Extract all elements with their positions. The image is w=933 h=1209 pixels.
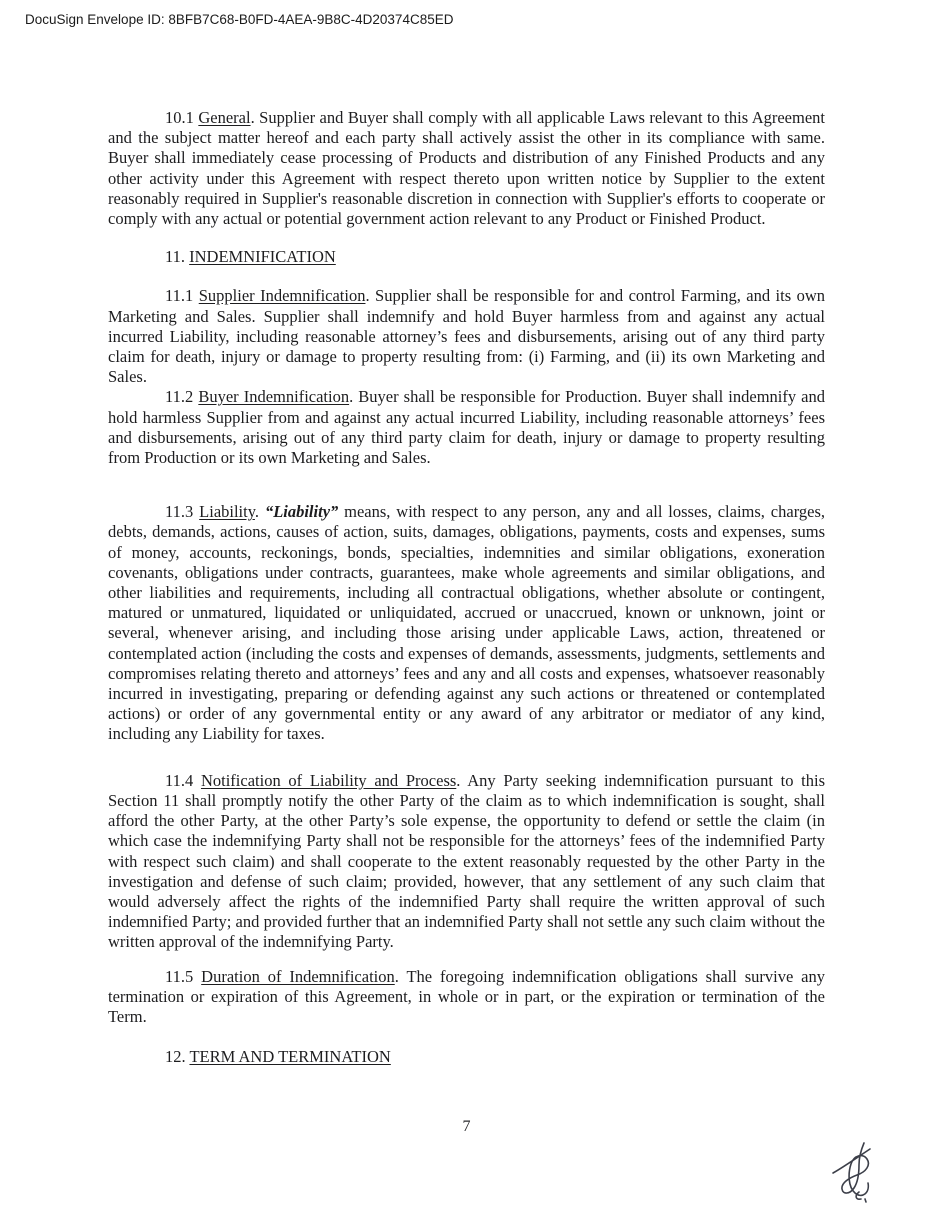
paragraph-11-3 (108, 502, 825, 744)
docusign-envelope-id: DocuSign Envelope ID: 8BFB7C68-B0FD-4AEA-9B8C-4D20374C85ED (25, 12, 454, 27)
defined-term-liability: “Liability” (264, 502, 339, 522)
handwritten-initials-icon (830, 1140, 888, 1204)
section-title: Notification of Liability and Process (200, 770, 457, 790)
section-number: 12. (165, 1047, 190, 1067)
section-text: . Buyer shall be responsible for Production. Buyer shall indemnify and hold harmless Supplier from and against any actual incurred Liability, including reasonable attorneys’ fees and disbursements, arising out of any third party claim for death, injury or damage to property resulting from Production or its own Marketing and Sales. (108, 387, 825, 468)
heading-11-indemnification (108, 247, 825, 267)
section-text: means, with respect to any person, any and all losses, claims, charges, debts, demands, actions, causes of action, suits, damages, obligations, payments, costs and expenses, sums of money, accounts, reckonings, bonds, specialties, indemnities and similar obligations, exoneration covenants, obligations under contracts, guarantees, make whole agreements and similar obligations, and other liabilities and requirements, including all contractual obligations, whether absolute or contingent, matured or unmatured, liquidated or unliquidated, accrued or unaccrued, known or unknown, joint or several, whenever arising, and including those arising under applicable Laws, action, threatened or contemplated action (including the costs and expenses of demands, assessments, judgments, settlements and compromises relating thereto and attorneys’ fees and any and all costs and expenses, whatsoever reasonably incurred in investigating, preparing or defending against any such actions or threatened or contemplated actions) or order of any governmental entity or any award of any arbitrator or mediator of any kind, including any Liability for taxes. (108, 502, 826, 744)
paragraph-11-2 (108, 387, 825, 468)
heading-12-term-and-termination (108, 1047, 825, 1067)
document-body (108, 108, 825, 1067)
section-text: . The foregoing indemnification obligations shall survive any termination or expiration of this Agreement, in whole or in part, or the expiration or termination of the Term. (108, 966, 826, 1026)
section-title: Buyer Indemnification (198, 387, 350, 407)
section-number: 10.1 (165, 108, 199, 127)
section-title: Supplier Indemnification (198, 286, 366, 306)
section-number: 11.1 (165, 286, 199, 306)
section-title: General (198, 108, 251, 127)
section-number: 11.4 (165, 770, 201, 790)
section-text: . (254, 502, 265, 522)
section-text: . Supplier and Buyer shall comply with all applicable Laws relevant to this Agreement and the subject matter hereof and each party shall actively assist the other in its compliance with same. Buyer shall immediately cease processing of Products and distribution of any Finished Products and any other activity under this Agreement with respect thereto upon written notice by Supplier to the extent reasonably required in Supplier's reasonable discretion in connection with Supplier's efforts to cooperate or comply with any actual or potential government action relevant to any Product or Finished Product. (108, 108, 825, 229)
section-title: INDEMNIFICATION (189, 247, 336, 267)
paragraph-10-1 (108, 108, 825, 229)
paragraph-11-1 (108, 286, 825, 387)
section-title: Duration of Indemnification (201, 966, 395, 986)
section-number: 11.5 (165, 966, 202, 986)
section-text: . Any Party seeking indemnification pursuant to this Section 11 shall promptly notify the other Party of the claim as to which indemnification is sought, shall afford the other Party, at the other Party’s sole expense, the opportunity to defend or settle the claim (in which case the indemnifying Party shall not be responsible for the attorneys’ fees of the indemnified Party with respect such claim) and shall cooperate to the extent reasonably requested by the other Party in the investigation and defense of such claim; provided, however, that any settlement of any such claim that would adversely affect the rights of the indemnified Party shall require the written approval of such indemnified Party; and provided further that an indemnified Party shall not settle any such claim without the written approval of the indemnifying Party. (108, 770, 826, 952)
paragraph-11-4 (108, 771, 825, 953)
section-title: Liability (199, 502, 255, 522)
paragraph-11-5 (108, 967, 825, 1028)
section-number: 11.2 (165, 387, 199, 407)
section-title: TERM AND TERMINATION (189, 1047, 391, 1067)
page-number: 7 (462, 1118, 471, 1135)
section-number: 11. (165, 247, 190, 267)
section-number: 11.3 (165, 502, 200, 522)
section-text: . Supplier shall be responsible for and control Farming, and its own Marketing and Sales. Supplier shall indemnify and hold Buyer harmless from and against any actual incurred Liability, including reasonable attorney’s fees and disbursements, arising out of any third party claim for death, injury or damage to property resulting from: (i) Farming, and (ii) its own Marketing and Sales. (108, 286, 826, 387)
